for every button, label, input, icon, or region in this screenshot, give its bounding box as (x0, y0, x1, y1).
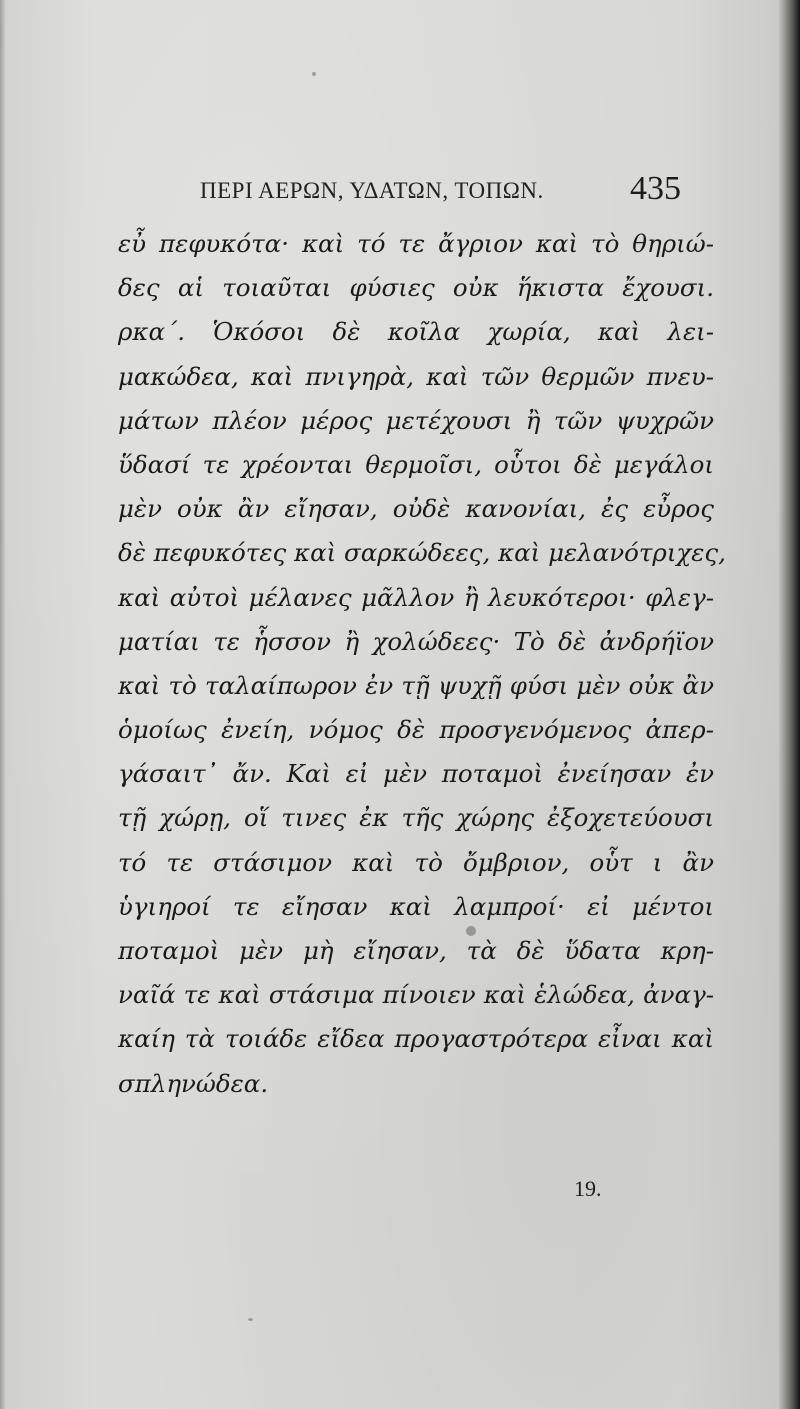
text-line: καὶ αὐτοὶ μέλανες μᾶλλον ἢ λευκότεροι· φλεγ- (118, 582, 714, 612)
text-line: ματίαι τε ἧσσον ἢ χολώδεες· Τὸ δὲ ἀνδρήϊον (118, 626, 714, 656)
page-number: 435 (630, 170, 681, 207)
text-line: καὶ τὸ ταλαίπωρον ἐν τῇ ψυχῇ φύσι μὲν οὐκ ἂν (118, 670, 714, 700)
text-line: ρκα΄. Ὁκόσοι δὲ κοῖλα χωρία, καὶ λει- (118, 317, 714, 347)
text-line: ὑγιηροί τε εἴησαν καὶ λαμπροί· εἰ μέντοι (118, 891, 714, 921)
page-left-shadow (0, 0, 6, 1409)
text-line: μακώδεα, καὶ πνιγηρὰ, καὶ τῶν θερμῶν πνευ- (118, 361, 714, 391)
text-line: ὕδασί τε χρέονται θερμοῖσι, οὗτοι δὲ μεγάλοι (118, 449, 714, 479)
text-line: τῇ χώρῃ, οἵ τινες ἐκ τῆς χώρης ἐξοχετεύουσι (118, 803, 714, 833)
text-line: εὖ πεφυκότα· καὶ τό τε ἄγριον καὶ τὸ θηριώ- (118, 229, 714, 258)
text-line: σπληνώδεα. (118, 1068, 269, 1098)
text-line: δὲ πεφυκότες καὶ σαρκώδεες, καὶ μελανότριχες, (118, 538, 726, 568)
text-line: καίη τὰ τοιάδε εἴδεα προγαστρότερα εἶναι καὶ (118, 1024, 714, 1054)
text-line: μὲν οὐκ ἂν εἴησαν, οὐδὲ κανονίαι, ἐς εὖρος (118, 494, 714, 524)
body-text (118, 222, 726, 1106)
page-header (200, 170, 790, 220)
signature-mark: 19. (574, 1176, 602, 1201)
text-line: γάσαιτ᾽ ἄν. Καὶ εἰ μὲν ποταμοὶ ἐνείησαν ἐν (118, 759, 714, 789)
text-line: ὁμοίως ἐνείη, νόμος δὲ προσγενόμενος ἀπερ- (118, 715, 714, 745)
text-line: τό τε στάσιμον καὶ τὸ ὄμβριον, οὗτ ι ἂν (118, 847, 714, 877)
paper-speck (312, 72, 316, 76)
text-line: ποταμοὶ μὲν μὴ εἴησαν, τὰ δὲ ὕδατα κρη- (118, 936, 714, 965)
running-title: ΠΕΡΙ ΑΕΡΩΝ, ΥΔΑΤΩΝ, ΤΟΠΩΝ. (200, 178, 544, 203)
text-line: δες αἱ τοιαῦται φύσιες οὐκ ἥκιστα ἔχουσι. (118, 273, 714, 303)
paper-speck (466, 926, 476, 936)
paper-speck (248, 1318, 253, 1321)
text-line: ναῖά τε καὶ στάσιμα πίνοιεν καὶ ἑλώδεα, ἀναγ- (118, 980, 714, 1010)
text-line: μάτων πλέον μέρος μετέχουσι ἢ τῶν ψυχρῶν (118, 405, 714, 435)
